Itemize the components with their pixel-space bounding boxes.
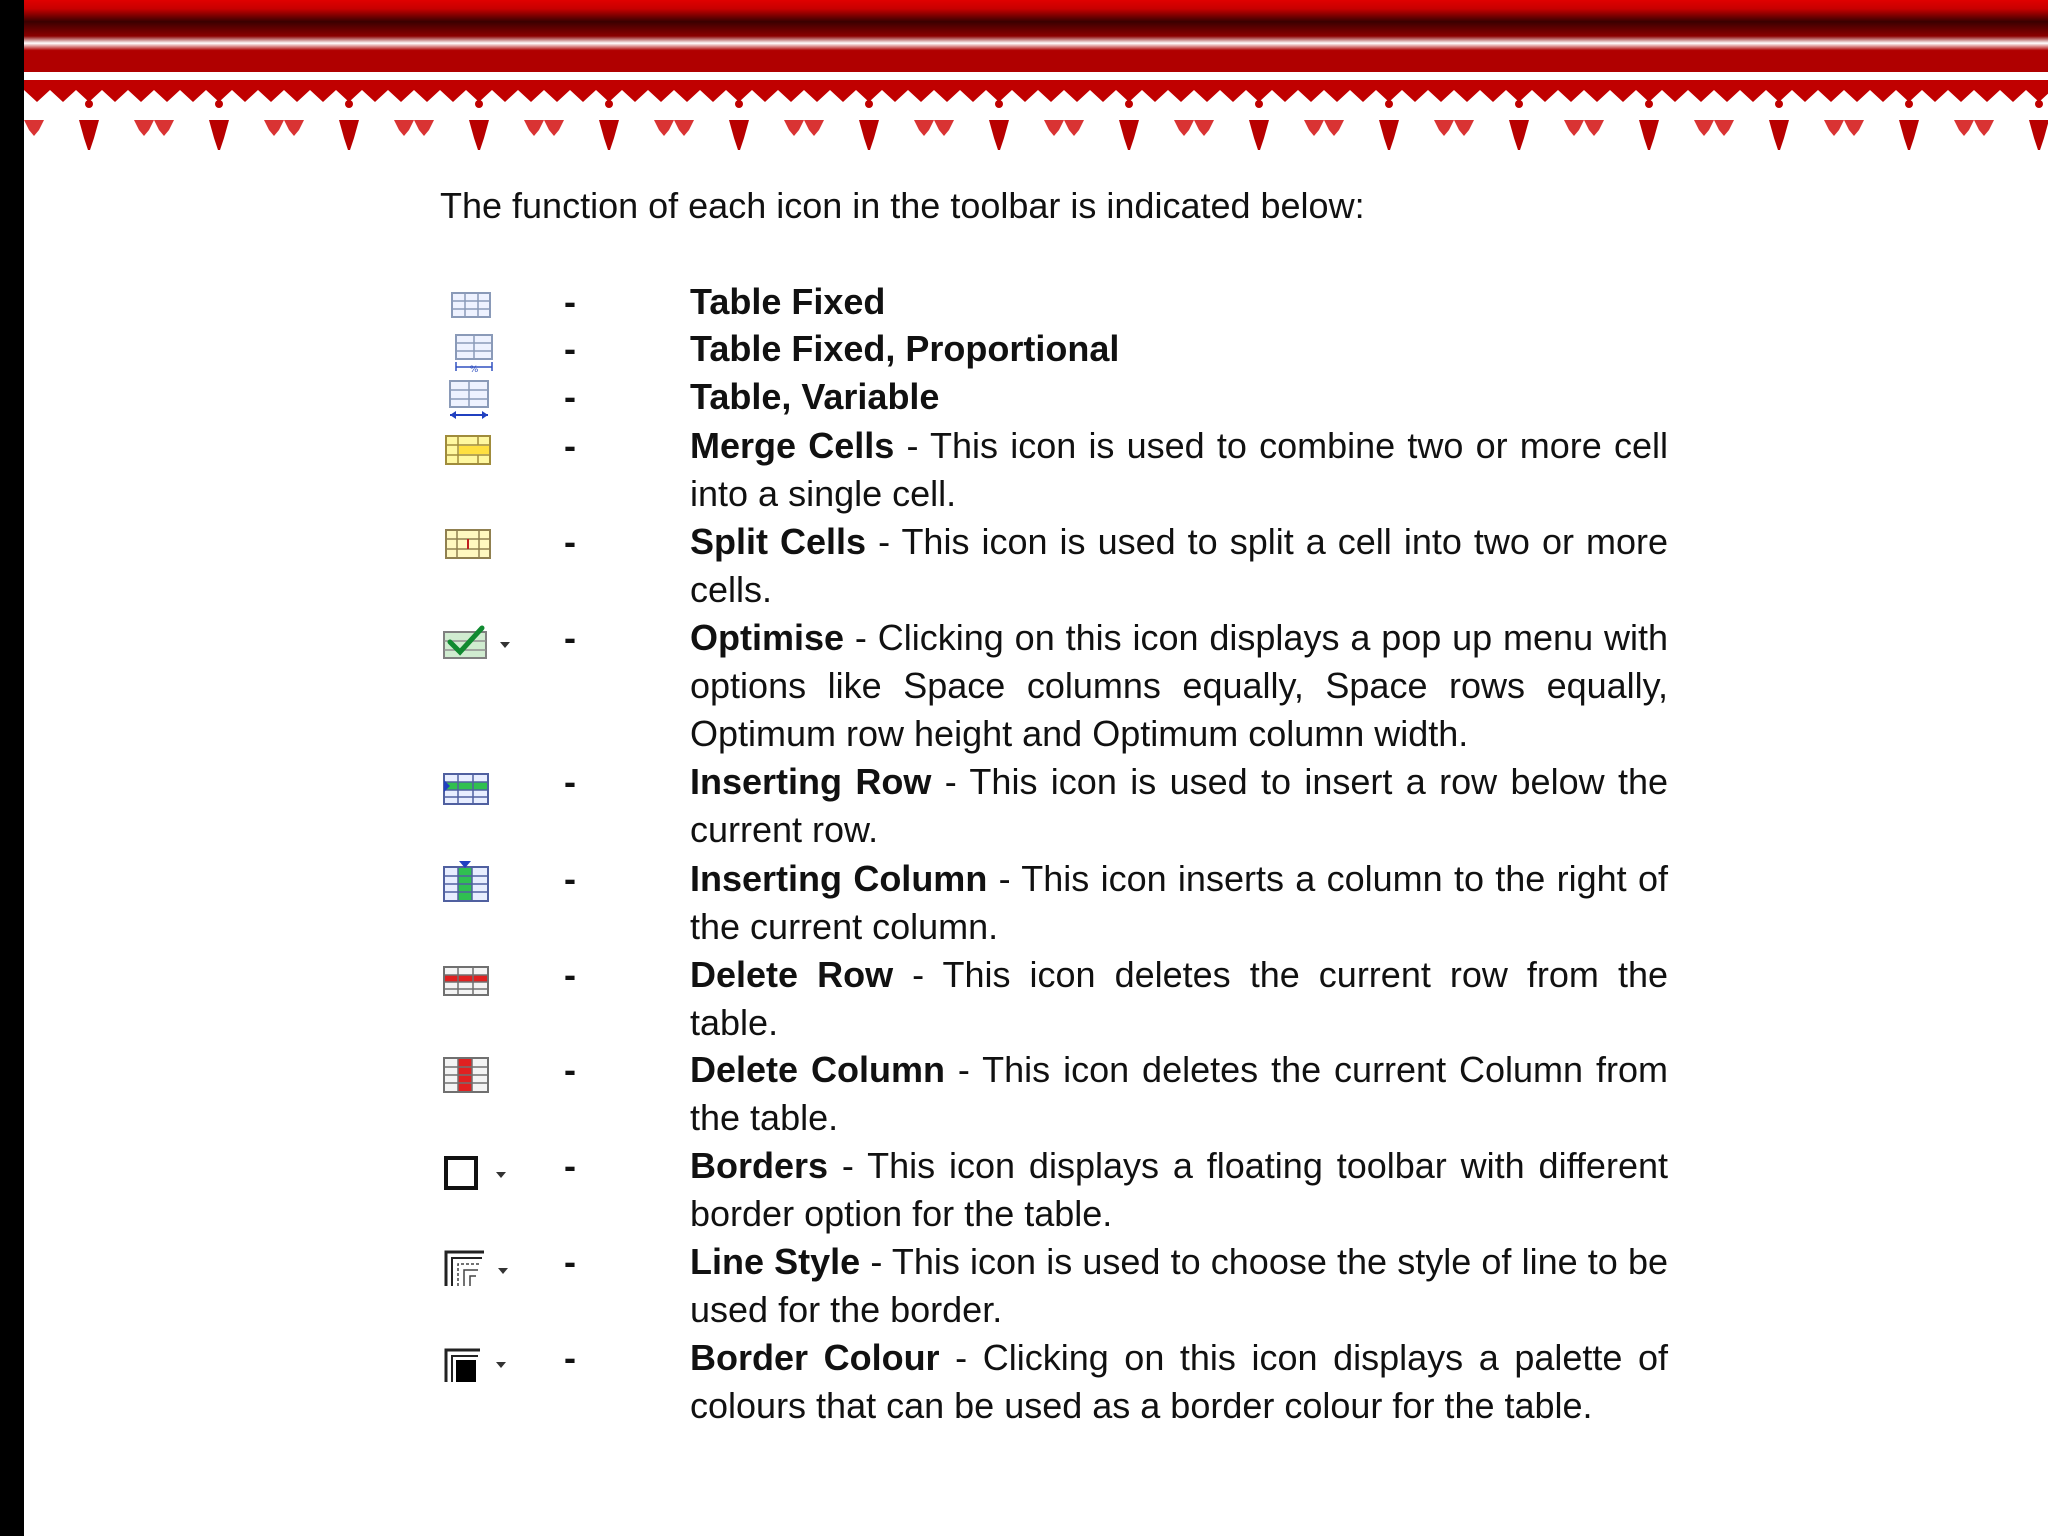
item-name: Delete Column (690, 1049, 945, 1090)
item-description (690, 1238, 1668, 1334)
item-name: Merge Cells (690, 425, 895, 466)
item-name: Table Fixed, Proportional (690, 328, 1120, 369)
chevron-down-icon (496, 1362, 506, 1368)
borders-icon (440, 1144, 530, 1192)
svg-text:%: % (469, 365, 479, 375)
item-name: Split Cells (690, 521, 867, 562)
item-description (690, 1046, 1668, 1142)
item-text: - Clicking on this icon displays a palette of colours that can be used as a border colour for the table. (690, 1337, 1668, 1426)
item-text: - This icon is used to insert a row below the current row. (690, 761, 1668, 850)
item-name: Inserting Row (690, 761, 932, 802)
delete-column-icon (440, 1048, 530, 1096)
item-name: Inserting Column (690, 858, 988, 899)
item-description (690, 758, 1668, 854)
separator-dash: - (564, 1241, 576, 1282)
item-text: - This icon deletes the current Column from the table. (690, 1049, 1668, 1138)
table-fixed-proportional-icon (440, 327, 530, 375)
chevron-down-icon (498, 1268, 508, 1274)
insert-column-icon (440, 857, 530, 905)
separator-dash: - (564, 1145, 576, 1186)
chevron-down-icon (496, 1172, 506, 1178)
item-name: Line Style (690, 1241, 861, 1282)
chevron-down-icon (500, 642, 510, 648)
item-text: - This icon is used to split a cell into two or more cells. (690, 521, 1668, 610)
table-variable-icon (440, 375, 530, 423)
item-text: - This icon deletes the current row from the table. (690, 954, 1668, 1043)
separator-dash: - (564, 281, 576, 322)
item-name: Border Colour (690, 1337, 940, 1378)
item-description (690, 278, 1668, 326)
item-description (690, 614, 1668, 758)
item-name: Borders (690, 1145, 829, 1186)
decorative-banner (24, 0, 2048, 150)
separator-dash: - (564, 1049, 576, 1090)
item-description (690, 1334, 1668, 1430)
separator-dash: - (564, 954, 576, 995)
split-cells-icon (440, 520, 530, 568)
separator-dash: - (564, 376, 576, 417)
item-description (690, 373, 1668, 421)
delete-row-icon (440, 953, 530, 1001)
separator-dash: - (564, 761, 576, 802)
table-fixed-icon (440, 280, 530, 328)
separator-dash: - (564, 858, 576, 899)
item-text: - This icon is used to combine two or more cell into a single cell. (690, 425, 1669, 514)
insert-row-icon (440, 760, 530, 808)
optimise-icon (440, 616, 530, 664)
item-description (690, 518, 1668, 614)
item-description (690, 422, 1668, 518)
separator-dash: - (564, 1337, 576, 1378)
line-style-icon (440, 1240, 530, 1288)
merge-cells-icon (440, 424, 530, 472)
separator-dash: - (564, 328, 576, 369)
separator-dash: - (564, 521, 576, 562)
item-text: - This icon is used to choose the style of line to be used for the border. (690, 1241, 1669, 1330)
item-description (690, 325, 1668, 373)
item-name: Table Fixed (690, 281, 886, 322)
item-text: - Clicking on this icon displays a pop up menu with options like Space columns equally, Space rows equally, Optimum row height and Optimum column width. (690, 617, 1668, 754)
item-text: - This icon inserts a column to the right of the current column. (690, 858, 1669, 947)
item-text: - This icon displays a floating toolbar with different border option for the table. (690, 1145, 1668, 1234)
left-border-bar (0, 0, 24, 1536)
item-description (690, 1142, 1668, 1238)
item-name: Table, Variable (690, 376, 940, 417)
intro-text: The function of each icon in the toolbar is indicated below: (440, 185, 1365, 226)
item-name: Optimise (690, 617, 845, 658)
separator-dash: - (564, 617, 576, 658)
separator-dash: - (564, 425, 576, 466)
border-colour-icon (440, 1336, 530, 1384)
item-name: Delete Row (690, 954, 894, 995)
item-description (690, 855, 1668, 951)
item-description (690, 951, 1668, 1047)
